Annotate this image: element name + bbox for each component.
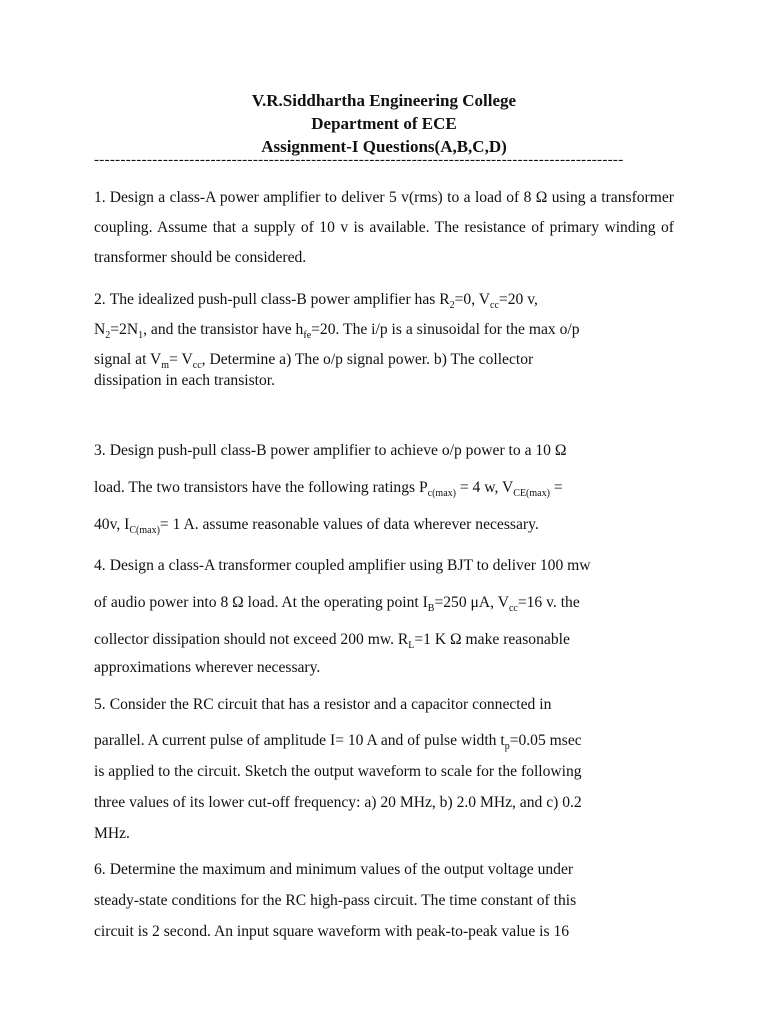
question-text: =0, V [454, 291, 491, 308]
question-text: circuit is 2 second. An input square waveform with peak-to-peak value is 16 [94, 923, 570, 940]
question-2 [94, 285, 674, 396]
question-text: , and the transistor have h [143, 321, 304, 338]
question-text: MHz. [94, 825, 130, 842]
question-text: parallel. A current pulse of amplitude I= 10 A and of pulse width t [94, 732, 505, 749]
question-4 [94, 547, 674, 686]
question-text: =20. The i/p is a sinusoidal for the max o/p [311, 321, 580, 338]
question-text: Consider the RC circuit that has a resistor and a capacitor connected in [109, 696, 552, 713]
question-text: of audio power into 8 Ω load. At the operating point I [94, 594, 428, 611]
question-text: Design a class-A power amplifier to deliver 5 v(rms) to a load of 8 Ω using a transformer coupling. Assume that a supply of 10 v is available. The resistance of primary winding of transformer should be considered. [94, 189, 674, 266]
department-name: Department of ECE [311, 114, 457, 133]
question-text: 40v, I [94, 516, 130, 533]
question-text: dissipation in each transistor. [94, 372, 276, 389]
question-number: 4. [94, 557, 106, 574]
subscript: B [427, 603, 435, 615]
subscript: L [408, 640, 415, 652]
question-text: =20 v, [498, 291, 538, 308]
question-text: =0.05 msec [509, 732, 582, 749]
subscript: m [161, 360, 170, 372]
question-text: =1 K Ω make reasonable [414, 631, 570, 648]
question-text: N [94, 321, 106, 338]
question-text: steady-state conditions for the RC high-pass circuit. The time constant of this [94, 892, 577, 909]
college-name: V.R.Siddhartha Engineering College [251, 91, 517, 110]
subscript: 2 [105, 330, 111, 342]
subscript: 1 [138, 330, 144, 342]
question-text: three values of its lower cut-off frequency: a) 20 MHz, b) 2.0 MHz, and c) 0.2 [94, 794, 582, 811]
assignment-title: Assignment-I Questions(A,B,C,D) [261, 137, 507, 156]
question-text: collector dissipation should not exceed 200 mw. R [94, 631, 409, 648]
question-number: 1. [94, 189, 106, 206]
question-text: approximations wherever necessary. [94, 659, 321, 676]
question-text: = [549, 479, 563, 496]
subscript: cc [508, 603, 518, 615]
subscript: p [504, 741, 510, 753]
question-text: Design a class-A transformer coupled amplifier using BJT to deliver 100 mw [109, 557, 591, 574]
subscript: 2 [449, 300, 455, 312]
question-text: = V [169, 351, 193, 368]
question-number: 3. [94, 442, 106, 459]
subscript: fe [303, 330, 312, 342]
subscript: cc [192, 360, 202, 372]
question-text: signal at V [94, 351, 162, 368]
question-text: load. The two transistors have the following ratings P [94, 479, 428, 496]
question-text: , Determine a) The o/p signal power. b) The collector [201, 351, 534, 368]
subscript: cc [490, 300, 499, 312]
question-text: = 4 w, V [455, 479, 514, 496]
subscript: C(max) [129, 525, 160, 537]
question-text: =2N [110, 321, 139, 338]
question-text: =250 μA, V [434, 594, 509, 611]
question-text: Determine the maximum and minimum values of the output voltage under [109, 861, 574, 878]
separator-line: ---------------------------------------------------------------------------------------------------- [94, 152, 624, 168]
question-number: 2. [94, 291, 106, 308]
question-1 [94, 183, 674, 273]
subscript: CE(max) [513, 488, 550, 500]
subscript: c(max) [427, 488, 456, 500]
question-text: is applied to the circuit. Sketch the output waveform to scale for the following [94, 763, 582, 780]
question-number: 6. [94, 861, 106, 878]
question-5 [94, 689, 674, 849]
question-3 [94, 432, 674, 543]
question-6 [94, 854, 674, 947]
question-text: =16 v. the [517, 594, 580, 611]
question-number: 5. [94, 696, 106, 713]
question-text: Design push-pull class-B power amplifier to achieve o/p power to a 10 Ω [109, 442, 567, 459]
question-text: The idealized push-pull class-B power amplifier has R [109, 291, 450, 308]
question-text: = 1 A. assume reasonable values of data wherever necessary. [159, 516, 539, 533]
